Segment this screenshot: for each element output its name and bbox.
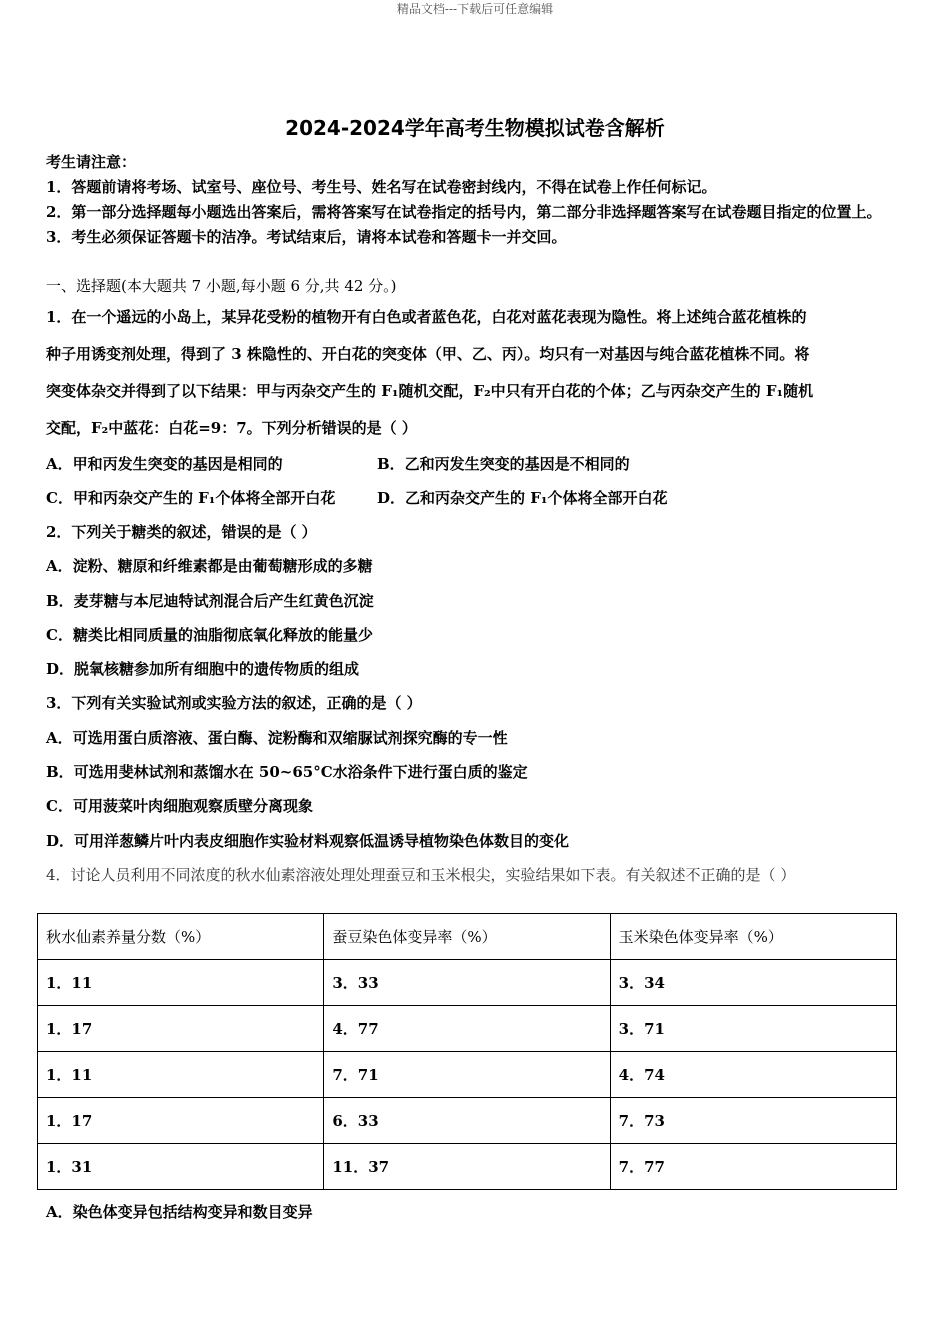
q1-line-4: 交配，F₂中蓝花：白花=9：7。下列分析错误的是（ ） [46,419,417,437]
notice-item-3: 3．考生必须保证答题卡的洁净。考试结束后，请将本试卷和答题卡一并交回。 [46,228,567,246]
q1-options-row-1 [46,447,906,481]
table-header-row [38,914,897,960]
table-row [38,1098,897,1144]
q2-option-a[interactable]: A．淀粉、糖原和纤维素都是由葡萄糖形成的多糖 [46,557,373,576]
table-cell: 3．71 [610,1006,896,1052]
table-cell: 3．34 [610,960,896,1006]
table-cell: 7．73 [610,1098,896,1144]
table-cell: 4．77 [324,1006,610,1052]
q1-line-3: 突变体杂交并得到了以下结果：甲与丙杂交产生的 F₁随机交配，F₂中只有开白花的个体；乙与丙杂交产生的 F₁随机 [46,382,814,400]
table-cell: 11．37 [324,1144,610,1190]
q1-options-row-2 [46,481,906,515]
section-heading: 一、选择题(本大题共 7 小题,每小题 6 分,共 42 分。) [46,277,397,295]
table-cell: 1．17 [38,1098,324,1144]
table-row [38,1144,897,1190]
table-cell: 1．17 [38,1006,324,1052]
q3-option-c[interactable]: C．可用菠菜叶肉细胞观察质壁分离现象 [46,797,313,816]
q2-stem: 2．下列关于糖类的叙述，错误的是（ ） [46,523,317,541]
header-note: 精品文档---下载后可任意编辑 [396,2,554,16]
notice-item-2: 2．第一部分选择题每小题选出答案后，需将答案写在试卷指定的括号内，第二部分非选择题答案写在试卷题目指定的位置上。 [46,203,882,221]
table-cell: 7．77 [610,1144,896,1190]
q1-option-b[interactable]: B．乙和丙发生突变的基因是不相同的 [377,455,630,473]
q3-option-d[interactable]: D．可用洋葱鳞片叶内表皮细胞作实验材料观察低温诱导植物染色体数目的变化 [46,831,570,850]
q1-option-c[interactable]: C．甲和丙杂交产生的 F₁个体将全部开白花 [46,489,336,507]
q1-option-d[interactable]: D．乙和丙杂交产生的 F₁个体将全部开白花 [377,489,668,507]
table-cell: 1．31 [38,1144,324,1190]
table-cell: 1．11 [38,960,324,1006]
q4-option-a[interactable]: A．染色体变异包括结构变异和数目变异 [46,1203,313,1221]
table-row [38,1052,897,1098]
table-cell: 1．11 [38,1052,324,1098]
q1-line-1: 1．在一个遥远的小岛上，某异花受粉的植物开有白色或者蓝色花，白花对蓝花表现为隐性。将上述纯合蓝花植株的 [46,308,807,326]
q2-option-b[interactable]: B．麦芽糖与本尼迪特试剂混合后产生红黄色沉淀 [46,591,374,610]
table-header-cell: 蚕豆染色体变异率（%） [324,914,610,960]
table-header-cell: 玉米染色体变异率（%） [610,914,896,960]
q3-option-a[interactable]: A．可选用蛋白质溶液、蛋白酶、淀粉酶和双缩脲试剂探究酶的专一性 [46,728,508,747]
q2-option-c[interactable]: C．糖类比相同质量的油脂彻底氧化释放的能量少 [46,625,373,644]
notice-heading: 考生请注意： [46,153,137,171]
q4-stem: 4．讨论人员利用不同浓度的秋水仙素溶液处理处理蚕豆和玉米根尖，实验结果如下表。有关叙述不正确的是（ ） [46,865,796,884]
q2-option-d[interactable]: D．脱氧核糖参加所有细胞中的遗传物质的组成 [46,660,360,679]
notice-item-1: 1．答题前请将考场、试室号、座位号、考生号、姓名写在试卷密封线内，不得在试卷上作任何标记。 [46,178,717,196]
table-cell: 4．74 [610,1052,896,1098]
page-title: 2024-2024学年高考生物模拟试卷含解析 [285,116,665,140]
table-cell: 7．71 [324,1052,610,1098]
q3-option-b[interactable]: B．可选用斐林试剂和蒸馏水在 50~65°C水浴条件下进行蛋白质的鉴定 [46,763,528,782]
q1-line-2: 种子用诱变剂处理，得到了 3 株隐性的、开白花的突变体（甲、乙、丙）。均只有一对基因与纯合蓝花植株不同。将 [46,345,810,363]
q3-stem: 3．下列有关实验试剂或实验方法的叙述，正确的是（ ） [46,694,422,713]
table-row [38,960,897,1006]
table-row [38,1006,897,1052]
data-table [37,913,897,1190]
document-body [46,150,906,892]
q1-option-a[interactable]: A．甲和丙发生突变的基因是相同的 [46,455,283,473]
table-header-cell: 秋水仙素养量分数（%） [38,914,324,960]
table-cell: 6．33 [324,1098,610,1144]
table-cell: 3．33 [324,960,610,1006]
